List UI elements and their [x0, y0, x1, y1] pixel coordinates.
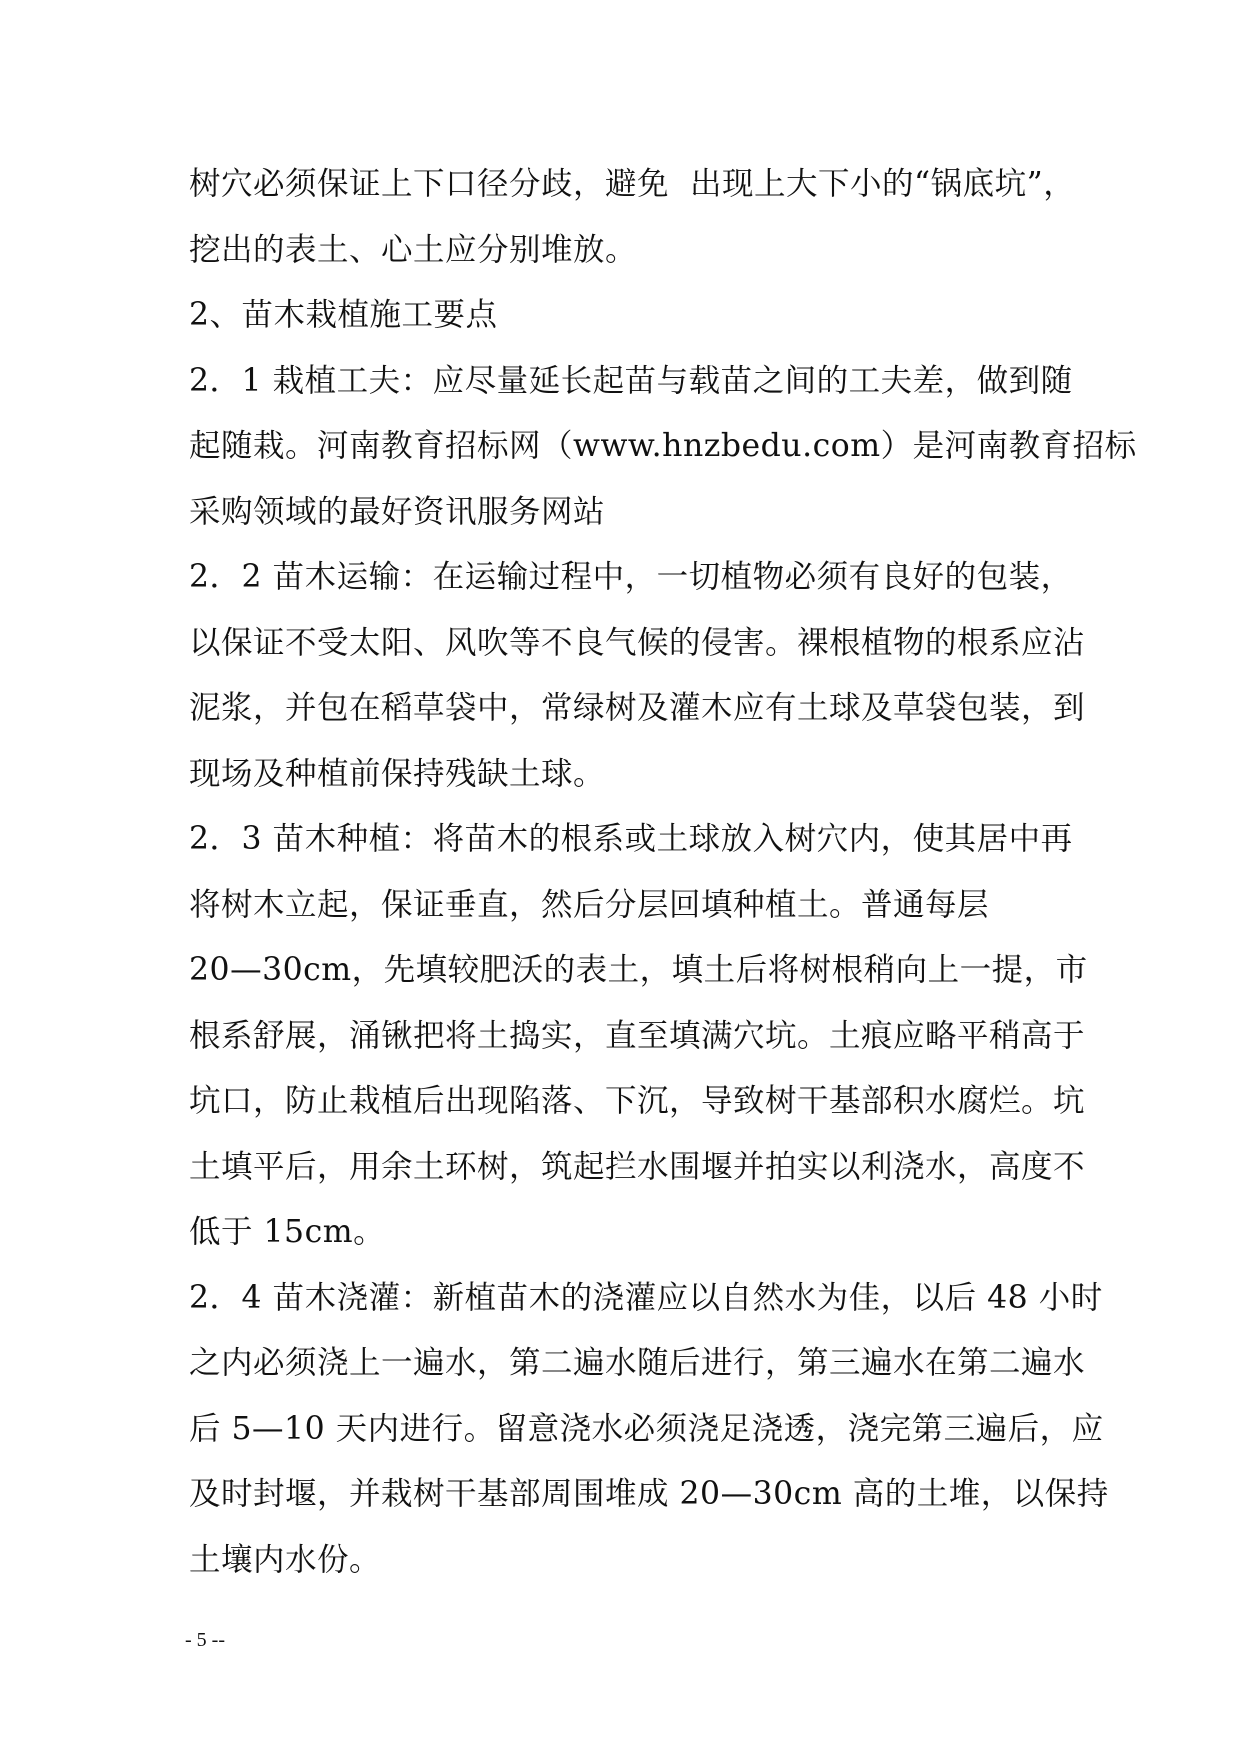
text-line: 低于 15cm。: [189, 1214, 386, 1250]
text-line: 坑口，防止栽植后出现陷落、下沉，导致树干基部积水腐烂。坑: [189, 1083, 1086, 1119]
text-line: 以保证不受太阳、风吹等不良气候的侵害。裸根植物的根系应沾: [189, 625, 1086, 661]
text-line: 将树木立起，保证垂直，然后分层回填种植土。普通每层: [189, 887, 990, 923]
text-line: 2．3 苗木种植：将苗木的根系或土球放入树穴内，使其居中再: [189, 821, 1073, 857]
text-line: 后 5—10 天内进行。留意浇水必须浇足浇透，浇完第三遍后，应: [189, 1411, 1104, 1447]
text-line: 2．2 苗木运输：在运输过程中，一切植物必须有良好的包装，: [189, 559, 1073, 595]
text-line: 泥浆，并包在稻草袋中，常绿树及灌木应有土球及草袋包装，到: [189, 690, 1086, 726]
text-line: 土壤内水份。: [189, 1542, 382, 1578]
text-line: 现场及种植前保持残缺土球。: [189, 756, 606, 792]
text-line: 及时封堰，并栽树干基部周围堆成 20—30cm 高的土堆，以保持: [189, 1476, 1109, 1512]
text-line: 根系舒展，涌锹把将土捣实，直至填满穴坑。土痕应略平稍高于: [189, 1018, 1086, 1054]
text-line: 土填平后，用余土环树，筑起拦水围堰并拍实以利浇水，高度不: [189, 1149, 1086, 1185]
section-heading: 2、苗木栽植施工要点: [189, 297, 498, 333]
text-line: 20—30cm，先填较肥沃的表土，填土后将树根稍向上一提，市: [189, 952, 1088, 988]
text-line: 之内必须浇上一遍水，第二遍水随后进行，第三遍水在第二遍水: [189, 1345, 1086, 1381]
page-number: - 5 --: [185, 1629, 225, 1651]
text-line: 2．1 栽植工夫：应尽量延长起苗与载苗之间的工夫差，做到随: [189, 363, 1073, 399]
text-line: 起随栽。河南教育招标网（www.hnzbedu.com）是河南教育招标: [189, 428, 1137, 464]
text-line: 树穴必须保证上下口径分歧，避免 出现上大下小的“锅底坑”，: [189, 166, 1076, 202]
text-line: 挖出的表土、心土应分别堆放。: [189, 232, 638, 268]
text-line: 2．4 苗木浇灌：新植苗木的浇灌应以自然水为佳，以后 48 小时: [189, 1280, 1103, 1316]
text-line: 采购领域的最好资讯服务网站: [189, 494, 606, 530]
